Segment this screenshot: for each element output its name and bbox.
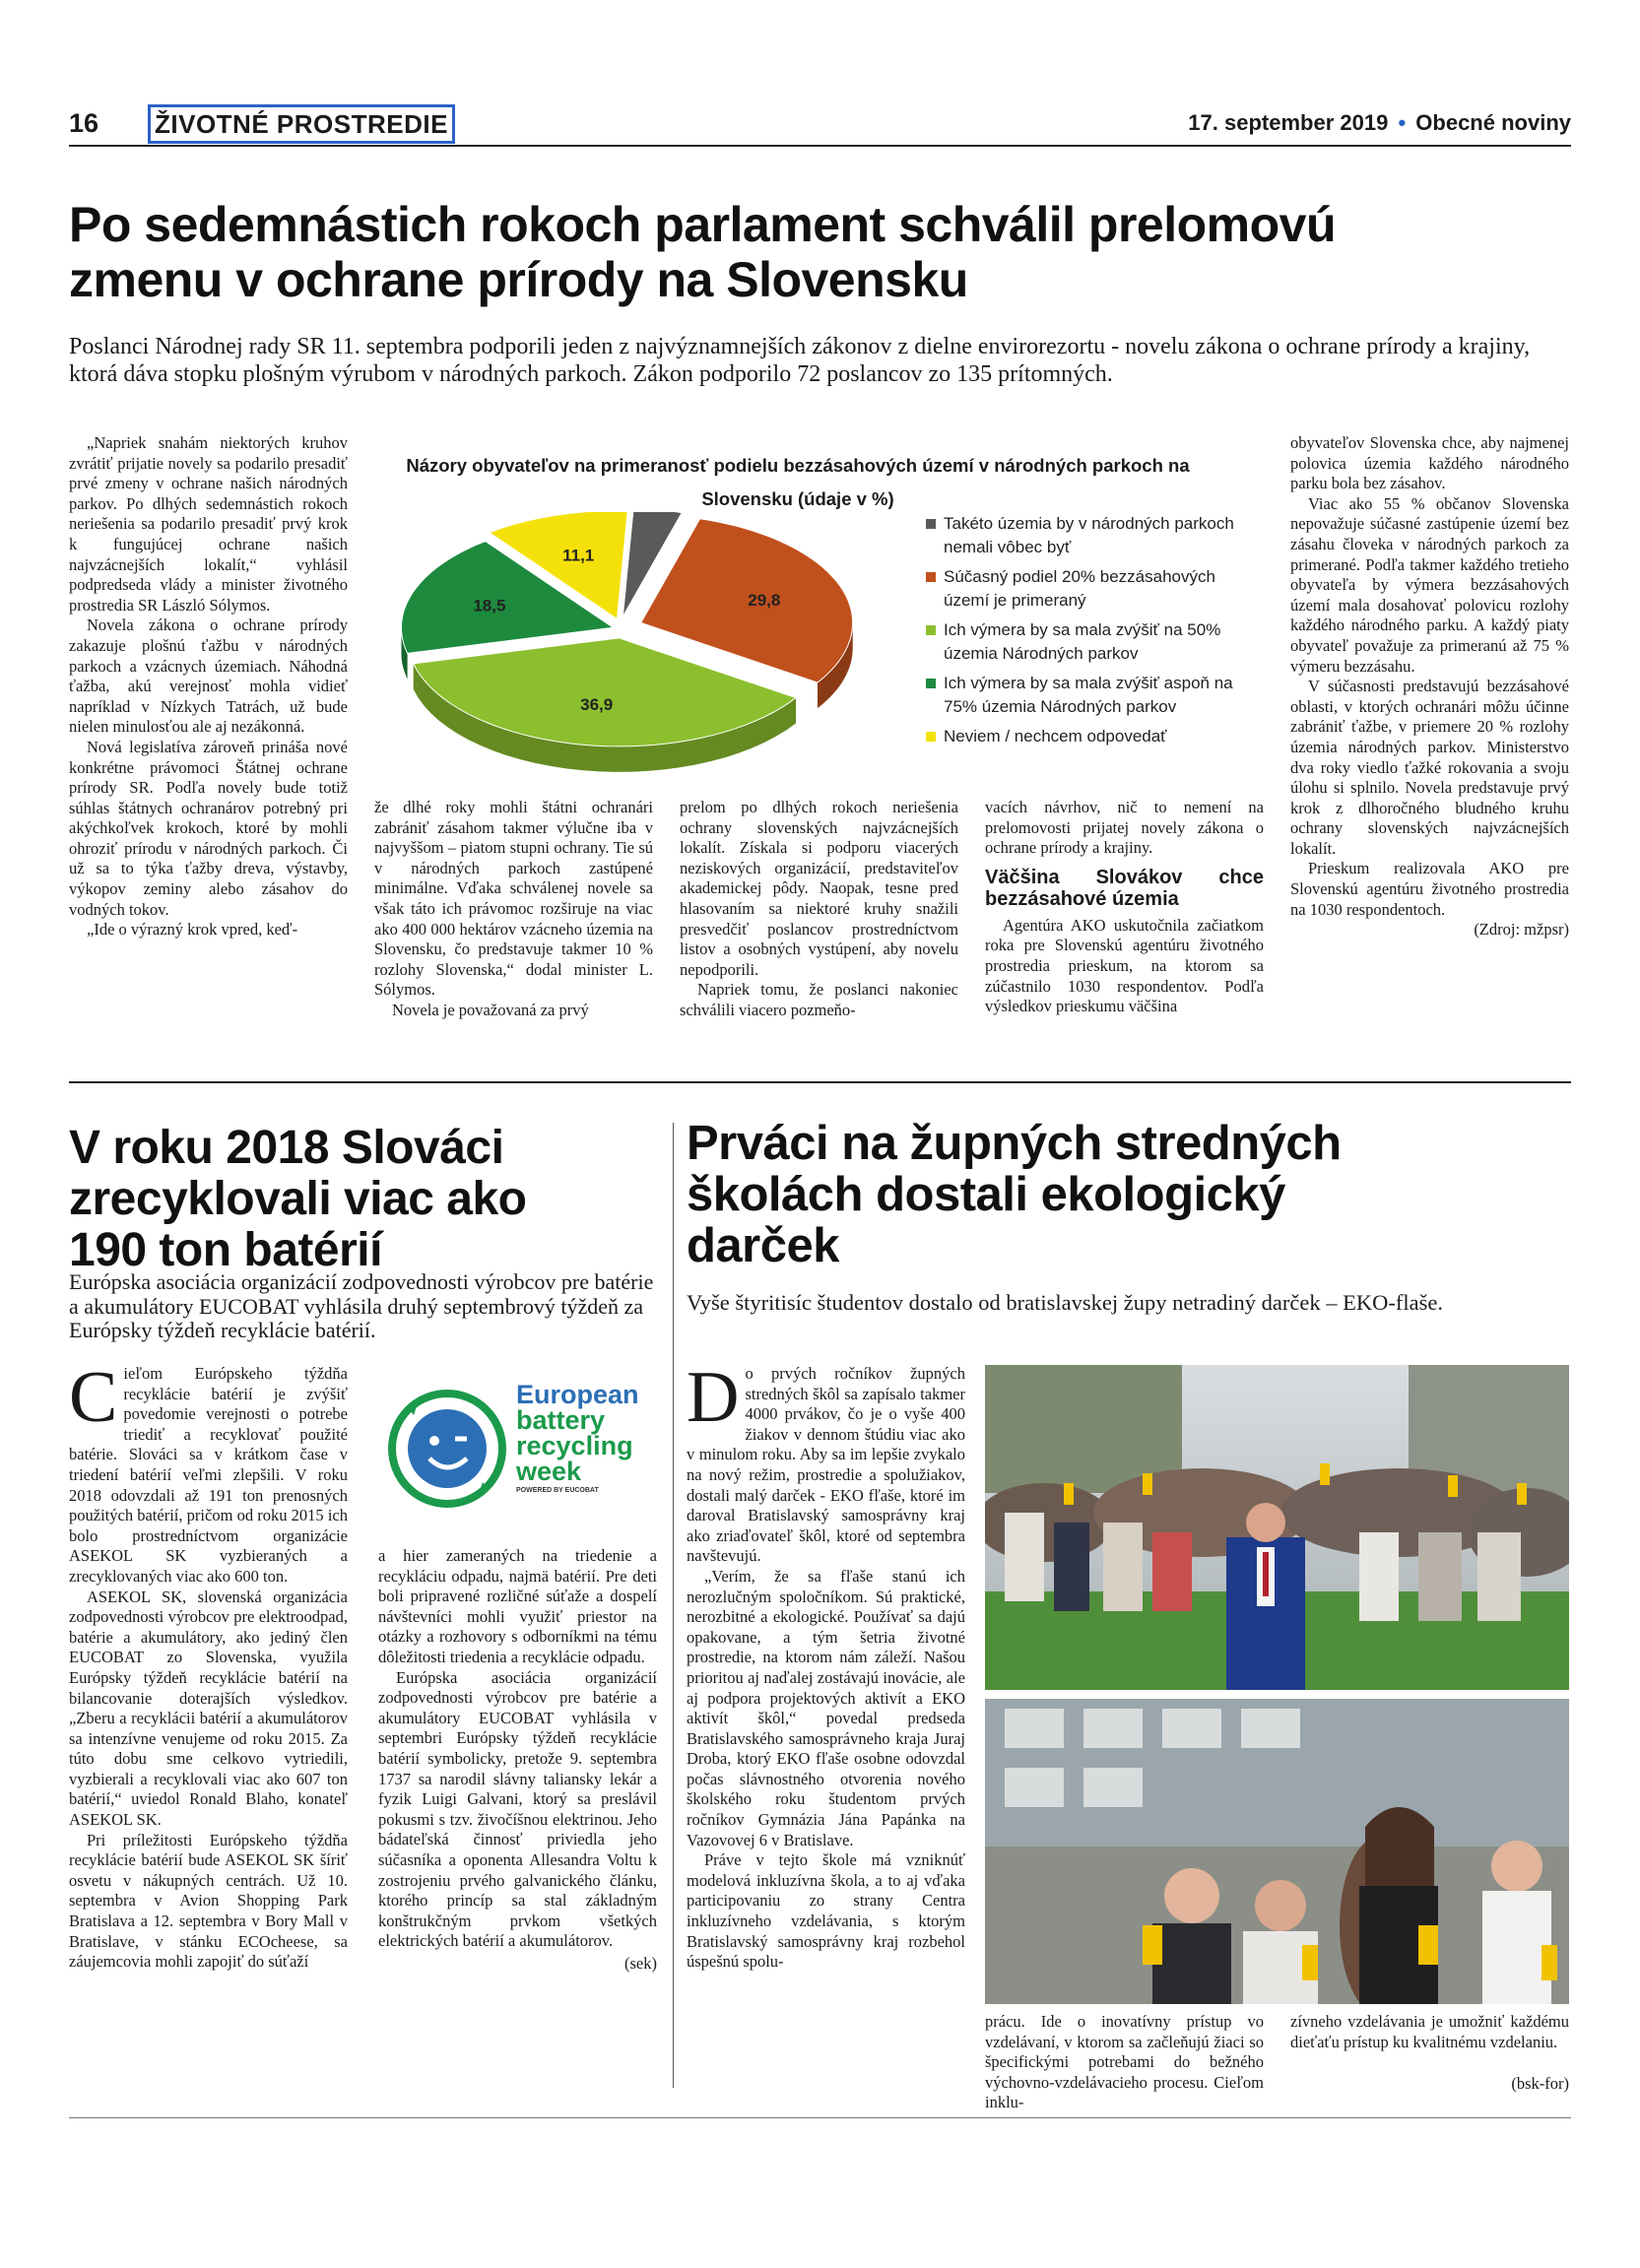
article1-column5 <box>1290 433 1569 940</box>
article2-title-line1: V roku 2018 Slováci <box>69 1122 504 1174</box>
paragraph: Nová legislatíva zároveň prináša nové konkrétne právomoci Štátnej ochrane prírody SR. Podľa novely bude totiž súhlas štátnych ochranárov potrebný pri akýchkoľvek krokoch, ktoré by mohli ohroziť prírodu v národných parkoch. Či už sa to týka ťažby dreva, výstavby, výkopov zeminy alebo zásahov do vodných tokov. <box>69 737 348 919</box>
paragraph: Viac ako 55 % občanov Slovenska nepovažuje súčasné zastúpenie území bez zásahu človeka v národných parkoch za primerané. Podľa takmer každého tretieho obyvateľa by výmera bezzásahových území mala dosahovať polovicu rozlohy každého národného parku. A každý piaty obyvateľ považuje za primeranú až 75 % výmeru bezzásahu. <box>1290 493 1569 676</box>
article1-headline <box>69 197 1576 307</box>
paragraph: Európska asociácia organizácií zodpovednosti výrobcov pre batérie a akumulátory EUCOBAT vyhlásila v septembri Európsky týždeň recyklácie batérií symbolicky, pretože 9. septembra 1737 sa narodil slávny taliansky lekár a fyzik Luigi Galvani, ktorý sa preslávil pokusmi s tzv. živočíšnou elektrinou. Jeho bádateľská činnosť priviedla jeho súčasníka a oponenta Allesandra Voltu k zostrojeniu prvého galvanického článku, ktorého princíp sa stal základným konštrukčným prvkom všetkých elektrických batérií a akumulátorov. <box>378 1667 657 1951</box>
pie-slice-label: 18,5 <box>473 596 506 616</box>
article2-title-line2: zrecyklovali viac ako <box>69 1173 527 1225</box>
article3-column2 <box>985 2012 1264 2113</box>
article1-column1 <box>69 433 348 940</box>
article1-column3 <box>680 798 958 1021</box>
paragraph: „Verím, že sa fľaše stanú ich nerozlučným spoločníkom. Sú praktické, nerozbitné a ekologické. Používať sa dajú opakovane, a tým šetria životné prostredie, na ktorom nám záleží. Našou prioritou aj naďalej zostávajú inovácie, ale aj podpora projektových aktivít a EKO aktivít škôl,“ povedal predseda Bratislavského samosprávneho kraja Juraj Droba, ktorý EKO fľaše osobne odovzdal počas slávnostného otvorenia nového školského roku študentom prvých ročníkov Gymnázia Jána Papánka na Vazovovej 6 v Bratislave. <box>687 1566 965 1849</box>
legend-swatch <box>926 572 936 582</box>
dropcap: D <box>687 1357 740 1438</box>
legend-label: Neviem / nechcem odpovedať <box>944 727 1167 745</box>
photo-girls-bottles-image <box>985 1699 1569 2004</box>
paragraph-text: o prvých ročníkov župných stredných škôl sa zapísalo takmer 4000 prvákov, čo je o vyše 400 žiakov v dennom štúdiu viac ako v minulom roku. Aby sa im lepšie zvykalo na nový režim, prostredie a spolužiakov, dostali malý darček - EKO fľaše, ktoré im daroval Bratislavský samosprávny kraj ako zriaďovateľ škôl, ktoré od septembra navštevujú. <box>687 1364 965 1566</box>
article2-column2 <box>378 1546 657 1974</box>
paragraph: „Napriek snahám niektorých kruhov zvrátiť prijatie novely sa podarilo presadiť prvé zmeny v ochrane našich národných parkov. Po dlhých sedemnástich rokoch neriešenia sa podarilo presadiť prvý krok k fungujúcej ochrane našich najvzácnejších lokalít,“ vyhlásil podpredseda vlády a minister životného prostredia SR László Sólymos. <box>69 433 348 615</box>
article3-headline <box>687 1118 1573 1271</box>
paragraph-text: ieľom Európskeho týždňa recyklácie batérií je zvýšiť povedomie verejnosti o potrebe triediť a recyklovať použité batérie. Slováci sa v krátkom čase v triedení batérií veľmi zlepšili. V roku 2018 odovzdali až 191 ton prenosných použitých batérií, pričom od roku 2015 ich bolo prostredníctvom organizácie ASEKOL SK vyzbieraných a zrecyklovaných viac ako 600 ton. <box>69 1364 348 1586</box>
paragraph: Novela zákona o ochrane prírody zakazuje plošnú ťažbu v národných parkoch a vzácnych územiach. Náhodná ťažba, akú verejnosť mohla vidieť napríklad v Nízkych Tatrách, už bude nielen minulosťou ale aj nezákonná. <box>69 616 348 737</box>
legend-item <box>926 618 1261 666</box>
logo-line-recycling: recycling <box>516 1431 633 1460</box>
paragraph: Napriek tomu, že poslanci nakoniec schválili viacero pozmeňo- <box>680 980 958 1019</box>
paragraph: V súčasnosti predstavujú bezzásahové oblasti, v ktorých ochranári môžu účinne zabrániť ťažbe, v priemere 20 % rozlohy územia národných parkov. Ministerstvo dva roky viedlo ťažké rokovania a svoju úlohu si splnilo. Novela predstavuje prvý krok z dlhoročného bludného kruhu ochrany slovenských najvzácnejších lokalít. <box>1290 677 1569 858</box>
article1-title-line2: zmenu v ochrane prírody na Slovensku <box>69 252 968 307</box>
paragraph: zívneho vzdelávania je umožniť každému dieťaťu prístup ku kvalitnému vzdelaniu. <box>1290 2012 1569 2051</box>
logo-powered: POWERED BY EUCOBAT <box>516 1487 599 1494</box>
header-rule <box>69 145 1571 147</box>
footer-rule <box>69 2117 1571 2118</box>
ebrw-logo-text <box>516 1382 639 1496</box>
article1-title-line1: Po sedemnástich rokoch parlament schválil prelomovú <box>69 197 1337 252</box>
legend-swatch <box>926 625 936 635</box>
pie-chart-plot <box>374 512 867 808</box>
paragraph: Agentúra AKO uskutočnila začiatkom roka pre Slovenskú agentúru životného prostredia prieskum, na ktorom sa zúčastnilo 1030 respondentov. Podľa výsledkov prieskumu väčšina <box>985 915 1264 1016</box>
paragraph: prelom po dlhých rokoch neriešenia ochrany slovenských najvzácnejších lokalít. Získala si podporu viacerých neziskových organizácií, predstaviteľov akademickej pôdy. Naopak, tesne pred hlasovaním sa niektoré kruhy snažili presvedčiť poslancov prostredníctvom listov a osobných vystúpení, aby novelu nepodporili. <box>680 798 958 979</box>
legend-item <box>926 512 1261 559</box>
legend-swatch <box>926 519 936 529</box>
article3-title-line3: darček <box>687 1219 840 1272</box>
signature: (bsk-for) <box>1511 2074 1569 2094</box>
column-divider <box>673 1123 674 2088</box>
paragraph: Práve v tejto škole má vzniknúť modelová inkluzívna škola, a to aj vďaka participovaniu zo strany Centra inkluzívneho vzdelávania, s ktorým Bratislavský samosprávny kraj rozbehol úspešnú spolu- <box>687 1850 965 1972</box>
section-label: ŽIVOTNÉ PROSTREDIE <box>148 104 455 144</box>
dropcap: C <box>69 1357 118 1438</box>
pie-slice-label: 36,9 <box>580 695 614 715</box>
legend-swatch <box>926 732 936 742</box>
logo-line-european: European <box>516 1380 639 1409</box>
paragraph: že dlhé roky mohli štátni ochranári zabrániť zásahom takmer výlučne iba v najvyššom – piatom stupni ochrany. Tie sú v národných parkoch zastúpené minimálne. Vďaka schválenej novele sa však táto ich právomoc rozširuje na viac ako 400 000 hektárov vzácneho územia na Slovensku, čo predstavuje takmer 10 % rozlohy Slovenska,“ dodal minister L. Sólymos. <box>374 798 653 1000</box>
article3-title-line2: školách dostali ekologický <box>687 1168 1285 1221</box>
paragraph: Novela je považovaná za prvý <box>392 1000 589 1019</box>
legend-label: Súčasný podiel 20% bezzásahových území je primeraný <box>944 567 1215 610</box>
source-note: (Zdroj: mžpsr) <box>1474 920 1569 940</box>
signature: (sek) <box>624 1953 657 1973</box>
paragraph: ASEKOL SK, slovenská organizácia zodpovednosti výrobcov pre elektroodpad, batérie a akumulátory, ako jediný člen EUCOBAT zo Slovenska, využila Európsky týždeň recyklácie batérií na bilancovanie doterajších výsledkov. „Zberu a recyklácii batérií a akumulátorov sa intenzívne venujeme od roku 2015. Za túto dobu sme celkovo vytriedili, vyzbierali a recyklovali viac ako 607 ton batérií,“ uviedol Ronald Blaho, konateľ ASEKOL SK. <box>69 1587 348 1830</box>
article3-title-line1: Prváci na župných stredných <box>687 1117 1342 1170</box>
issue-bullet: • <box>1398 110 1407 135</box>
photo-students-crowd <box>985 1365 1569 1690</box>
article3-column1 <box>687 1357 965 1973</box>
paragraph: Pri príležitosti Európskeho týždňa recyklácie batérií bude ASEKOL SK šíriť osvetu v nákupných centrách. Už 10. septembra v Avion Shopping Park Bratislava a 12. septembra v Bory Mall v Bratislave, v stánku ECOcheese, sa záujemcovia mohli zapojiť do súťaží <box>69 1830 348 1972</box>
legend-item <box>926 725 1261 748</box>
legend-item <box>926 672 1261 719</box>
legend-swatch <box>926 679 936 688</box>
issue-info <box>1188 110 1571 136</box>
paragraph: vacích návrhov, nič to nemení na prelomovosti prijatej novely zákona o ochrane prírody a krajiny. <box>985 798 1264 858</box>
legend-label: Ich výmera by sa mala zvýšiť na 50% územia Národných parkov <box>944 620 1221 663</box>
article1-column4 <box>985 798 1264 1017</box>
article3-lead: Vyše štyritisíc študentov dostalo od bratislavskej župy netradiný darček – EKO-flaše. <box>687 1290 1443 1315</box>
section-rule <box>69 1081 1571 1083</box>
subheading: Väčšina Slovákov chce bezzásahové územia <box>985 866 1264 910</box>
paragraph: obyvateľov Slovenska chce, aby najmenej polovica územia každého národného parku bola bez zásahov. <box>1290 433 1569 493</box>
pie-slice-label: 11,1 <box>562 546 595 565</box>
chart-legend <box>926 512 1261 754</box>
paragraph <box>687 1357 965 1567</box>
page-number: 16 <box>69 108 99 138</box>
legend-item <box>926 565 1261 613</box>
logo-line-week: week <box>516 1457 582 1486</box>
article2-lead: Európska asociácia organizácií zodpovednosti výrobcov pre batérie a akumulátory EUCOBAT vyhlásila druhý septembrový týždeň za Európsky týždeň recyklácie batérií. <box>69 1269 654 1342</box>
article1-column2 <box>374 798 653 1021</box>
legend-label: Takéto územia by v národných parkoch nemali vôbec byť <box>944 514 1234 556</box>
logo-line-battery: battery <box>516 1405 606 1435</box>
article2-headline <box>69 1123 660 1276</box>
ebrw-logo <box>378 1362 656 1531</box>
photo-students-crowd-image <box>985 1365 1569 1690</box>
article2-column1 <box>69 1357 348 1973</box>
paragraph: prácu. Ide o inovatívny prístup vo vzdelávaní, v ktorom sa začleňujú žiaci so špecifickými potrebami do bežného výchovno-vzdelávacieho procesu. Cieľom inklu- <box>985 2012 1264 2112</box>
article3-column3 <box>1290 2012 1569 2095</box>
paragraph <box>69 1357 348 1588</box>
pie-slice-label: 29,8 <box>748 590 781 610</box>
pie-chart <box>374 435 1266 800</box>
paragraph: Prieskum realizovala AKO pre Slovenskú agentúru životného prostredia na 1030 respondentoch. <box>1290 859 1569 919</box>
issue-date: 17. september 2019 <box>1188 110 1389 135</box>
legend-label: Ich výmera by sa mala zvýšiť aspoň na 75% územia Národných parkov <box>944 674 1233 716</box>
article1-lead: Poslanci Národnej rady SR 11. septembra podporili jeden z najvýznamnejších zákonov z dielne envirorezortu - novelu zákona o ochrane prírody a krajiny, ktorá dáva stopku plošným výrubom v národných parkoch. Zákon podporilo 72 poslancov zo 135 prítomných. <box>69 334 1531 387</box>
paragraph: a hier zameraných na triedenie a recykláciu odpadu, najmä batérií. Pre deti boli pripravené rozličné súťaže a dospelí návštevníci mohli využiť priestor na otázky a rozhovory s odborníkmi na tému dôležitosti triedenia a recyklácie odpadu. <box>378 1546 657 1666</box>
article2-title-line3: 190 ton batérií <box>69 1224 382 1276</box>
paragraph: „Ide o výrazný krok vpred, keď- <box>87 920 298 940</box>
paper-name: Obecné noviny <box>1415 110 1571 135</box>
chart-title: Názory obyvateľov na primeranosť podielu bezzásahových území v národných parkoch na Slovensku (údaje v %) <box>406 455 1190 509</box>
photo-girls-bottles <box>985 1699 1569 2004</box>
